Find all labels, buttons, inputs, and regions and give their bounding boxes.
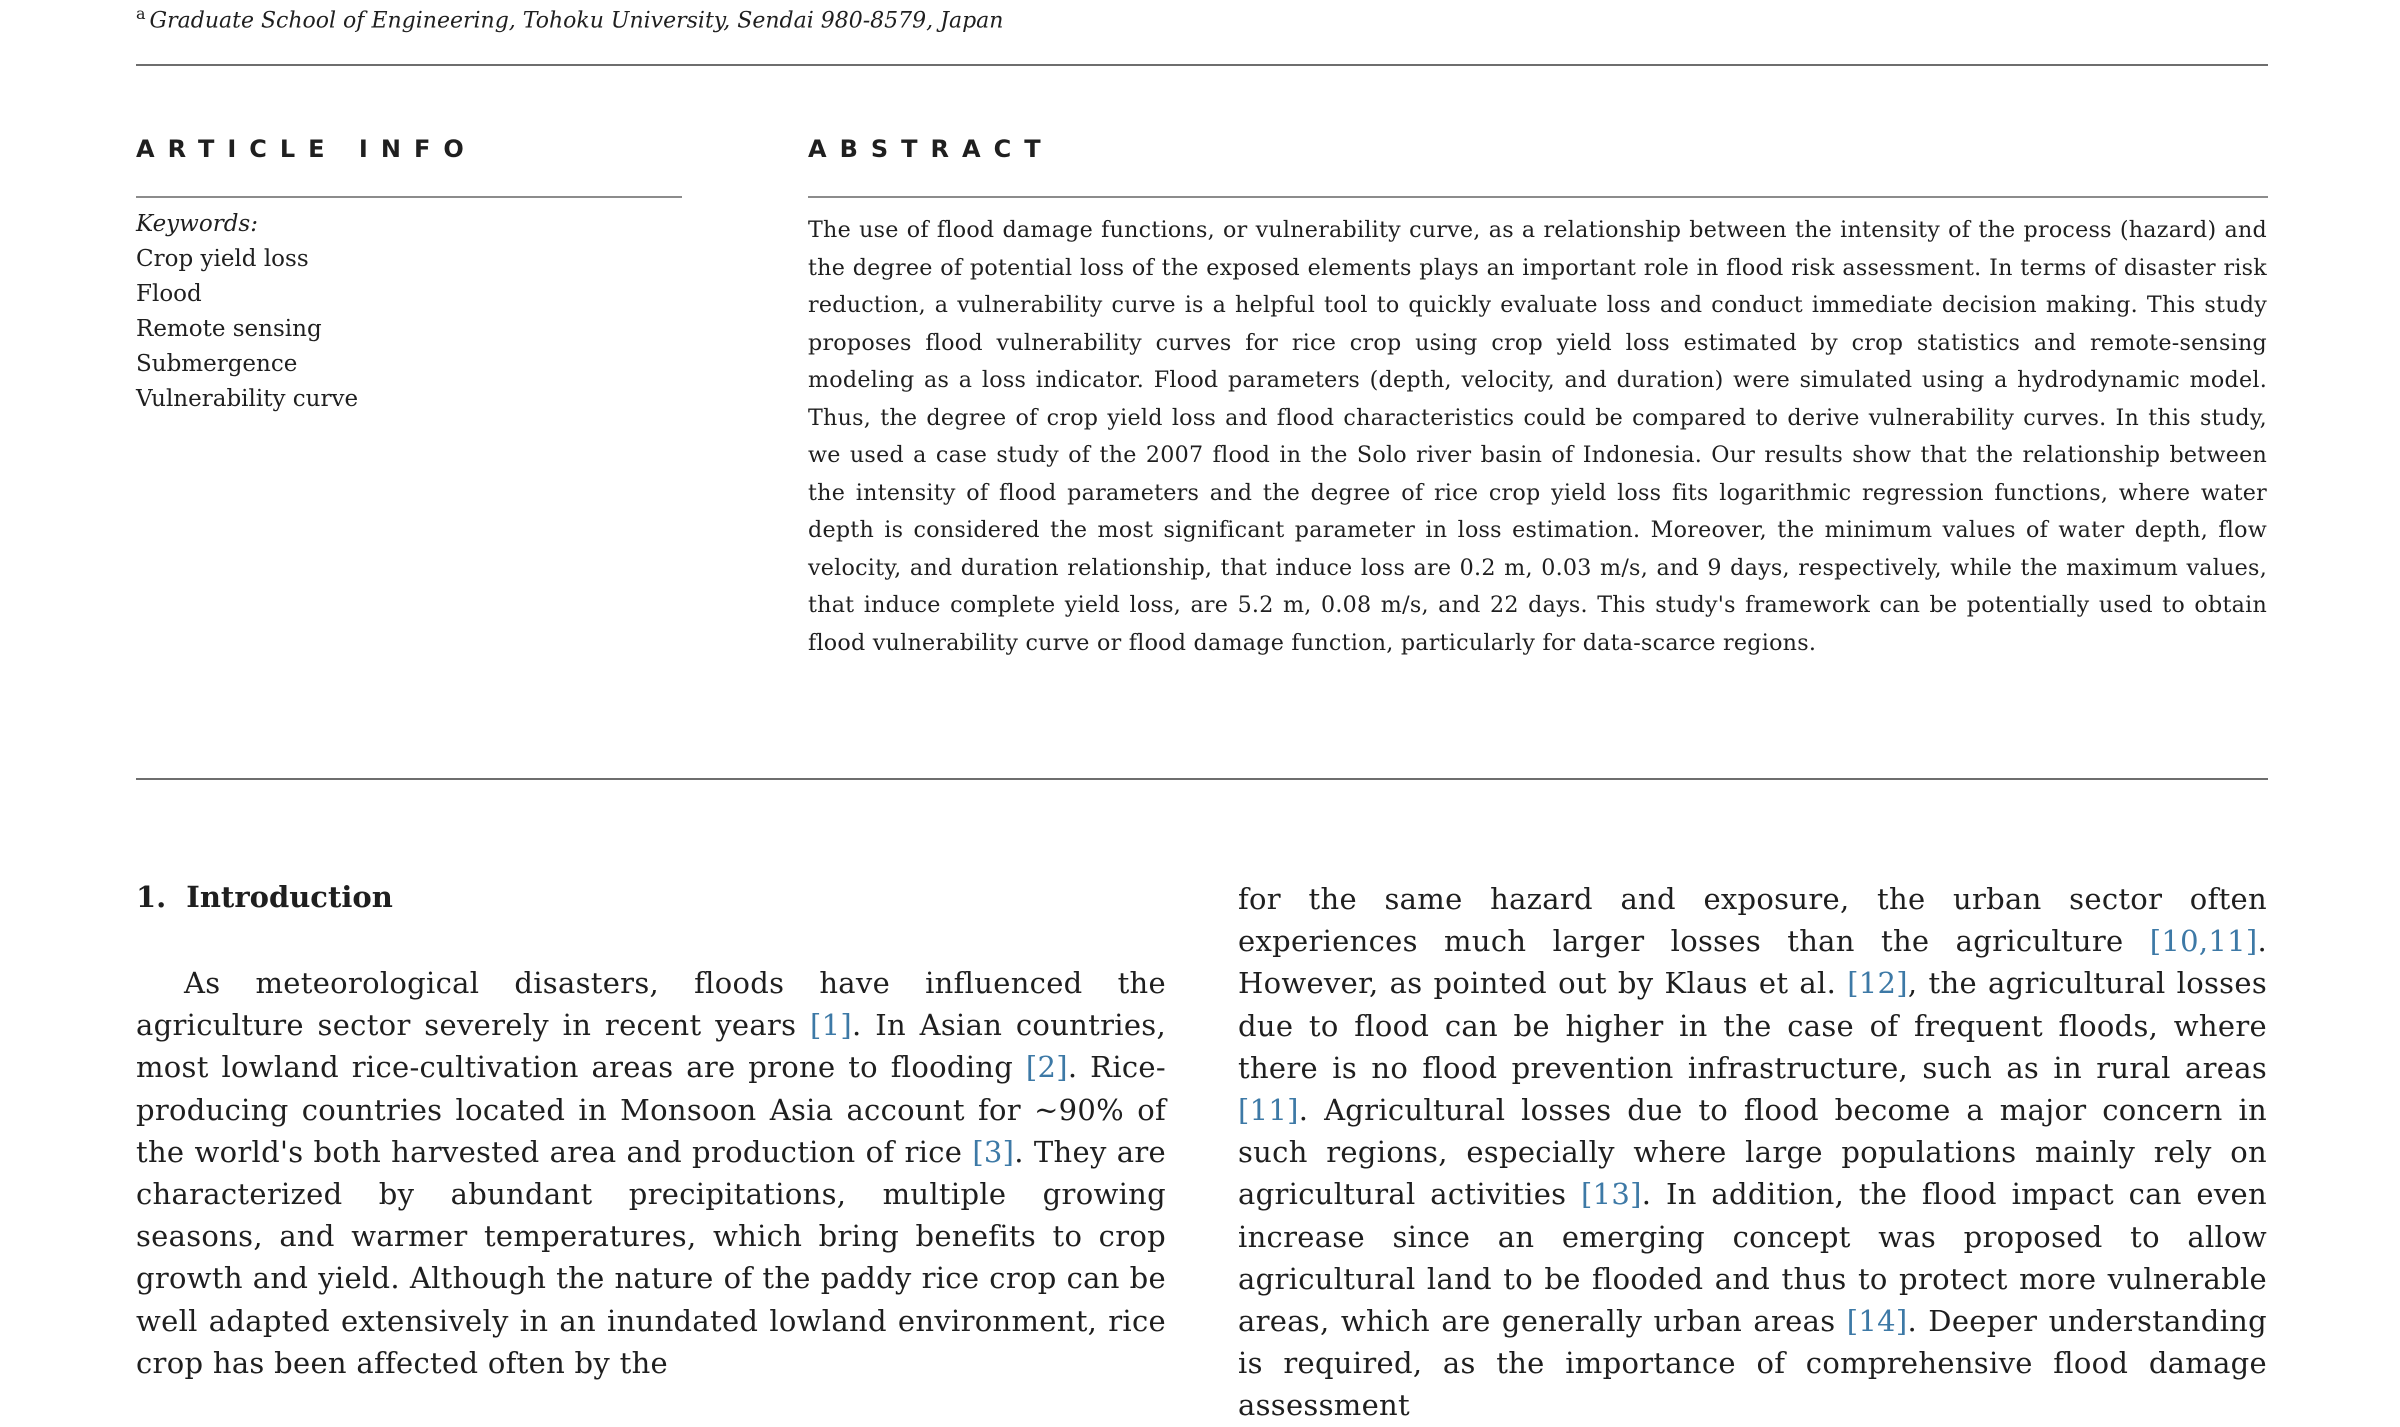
affiliation-marker: a (136, 4, 146, 23)
keywords-label: Keywords: (136, 211, 258, 237)
intro-left-column (136, 962, 1166, 1384)
text-segment: . Agricultural losses due to flood become a major concern in such regions, especially where large populations mainly rely on agricultural activities (1238, 1093, 2267, 1212)
abstract-bottom-divider (136, 778, 2268, 780)
affiliation-text: Graduate School of Engineering, Tohoku University, Sendai 980-8579, Japan (149, 8, 1004, 34)
header-divider (136, 64, 2268, 66)
keyword-item: Remote sensing (136, 316, 322, 342)
citation-link[interactable]: [3] (972, 1134, 1015, 1169)
keyword-item: Flood (136, 281, 202, 307)
author-affiliation (136, 0, 1003, 35)
intro-right-column (1238, 878, 2267, 1427)
keyword-item: Vulnerability curve (136, 386, 359, 412)
text-segment: for the same hazard and exposure, the urban sector often experiences much larger losses than the agriculture (1238, 882, 2267, 959)
article-info-divider (136, 196, 682, 198)
citation-link[interactable]: [14] (1846, 1304, 1908, 1339)
keyword-item: Crop yield loss (136, 246, 309, 272)
citation-link[interactable]: [12] (1847, 966, 1908, 1001)
citation-link[interactable]: [11] (1238, 1093, 1299, 1128)
text-segment: . They are characterized by abundant precipitations, multiple growing seasons, and warmer temperatures, which bring benefits to crop growth and yield. Although the nature of the paddy rice crop can be well adapted extensively in an inundated lowland environment, rice crop has been affected often by the (136, 1134, 1166, 1380)
keywords-list (136, 207, 676, 417)
keyword-item: Submergence (136, 351, 298, 377)
text-segment: . In addition, the flood impact can even increase since an emerging concept was proposed to allow agricultural land to be flooded and thus to protect more vulnerable areas, which are generally urban areas (1238, 1177, 2268, 1339)
text-segment: . However, as pointed out by Klaus et al. (1238, 924, 2267, 1001)
text-segment: As meteorological disasters, floods have influenced the agriculture sector severely in recent years (136, 966, 1166, 1043)
article-info-heading: ARTICLE INFO (136, 135, 477, 163)
citation-link[interactable]: [10,11] (2149, 924, 2258, 959)
text-segment: . Rice-producing countries located in Monsoon Asia account for ~90% of the world's both harvested area and production of rice (136, 1050, 1166, 1169)
abstract-body: The use of flood damage functions, or vulnerability curve, as a relationship between the intensity of the process (hazard) and the degree of potential loss of the exposed elements plays an important role in flood risk assessment. In terms of disaster risk reduction, a vulnerability curve is a helpful tool to quickly evaluate loss and conduct immediate decision making. This study proposes flood vulnerability curves for rice crop using crop yield loss estimated by crop statistics and remote-sensing modeling as a loss indicator. Flood parameters (depth, velocity, and duration) were simulated using a hydrodynamic model. Thus, the degree of crop yield loss and flood characteristics could be compared to derive vulnerability curves. In this study, we used a case study of the 2007 flood in the Solo river basin of Indonesia. Our results show that the relationship between the intensity of flood parameters and the degree of rice crop yield loss fits logarithmic regression functions, where water depth is considered the most significant parameter in loss estimation. Moreover, the minimum values of water depth, flow velocity, and duration relationship, that induce loss are 0.2 m, 0.03 m/s, and 9 days, respectively, while the maximum values, that induce complete yield loss, are 5.2 m, 0.08 m/s, and 22 days. This study's framework can be potentially used to obtain flood vulnerability curve or flood damage function, particularly for data-scarce regions. (808, 217, 2267, 656)
citation-link[interactable]: [13] (1581, 1177, 1642, 1212)
section-heading-introduction (136, 880, 393, 914)
text-segment: . Deeper understanding is required, as the importance of comprehensive flood damage assessment (1238, 1304, 2267, 1423)
text-segment: . In Asian countries, most lowland rice-cultivation areas are prone to flooding (136, 1008, 1166, 1085)
citation-link[interactable]: [2] (1025, 1050, 1068, 1085)
citation-link[interactable]: [1] (809, 1008, 852, 1043)
abstract-divider (808, 196, 2268, 198)
abstract-heading: ABSTRACT (808, 135, 1054, 163)
text-segment: , the agricultural losses due to flood can be higher in the case of frequent floods, where there is no flood prevention infrastructure, such as in rural areas (1238, 966, 2268, 1085)
section-number: 1. (136, 880, 167, 914)
section-title: Introduction (186, 880, 393, 914)
